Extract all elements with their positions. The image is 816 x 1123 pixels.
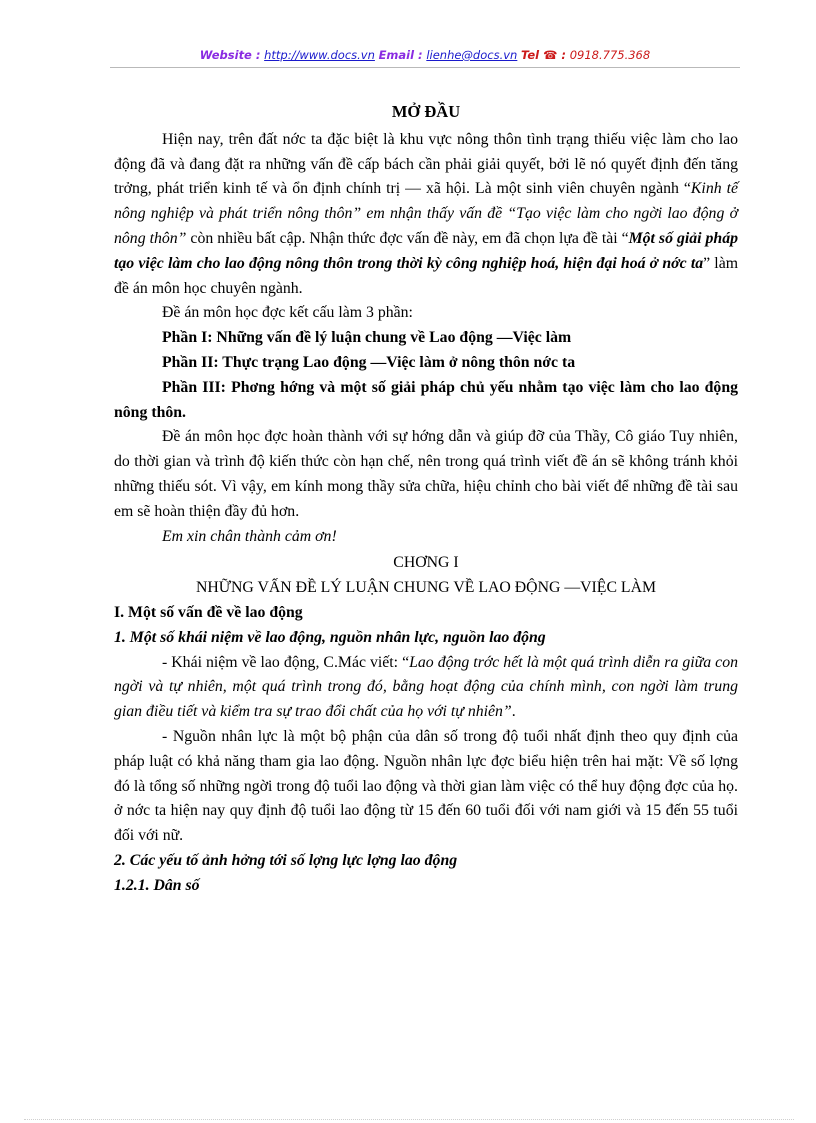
page-bottom-border <box>24 1119 794 1120</box>
intro-issue-quote: em nhận thấy vấn đề “Tạo việc làm cho ngời lao động ở nông thôn” <box>114 205 739 247</box>
page-header <box>110 48 740 62</box>
email-link[interactable]: lienhe@docs.vn <box>426 48 518 62</box>
marx-quote: Lao động trớc hết là một quá trình diễn ra giữa con ngời và tự nhiên, một quá trình trong đó, bằng hoạt động của chính mình, con ngời làm trung gian điều tiết và kiểm tra sự trao đổi chất của họ với tự nhiên” <box>114 653 738 721</box>
intro-text-d: còn nhiều bất cập. Nhận thức đợc vấn đề này, em đã chọn lựa đề tài “ <box>186 229 629 247</box>
tel-number: 0918.775.368 <box>569 48 651 62</box>
part-two-heading: Phần II: Thực trạng Lao động —Việc làm ở nông thôn nớc ta <box>162 353 576 371</box>
part-three-heading: Phần III: Phơng hớng và một số giải pháp chủ yếu nhằm tạo việc làm cho lao động nông thôn. <box>114 378 738 421</box>
intro-topic-title: Một số giải pháp tạo việc làm cho lao động nông thôn trong thời kỳ công nghiệp hoá, hiện đại hoá ở nớc ta <box>114 229 738 272</box>
heading-section-1-2-1: 1.2.1. Dân số <box>114 876 200 894</box>
website-link[interactable]: http://www.docs.vn <box>264 48 375 62</box>
heading-section-2: 2. Các yếu tố ảnh hởng tới số lợng lực lợng lao động <box>114 851 458 869</box>
email-label: Email : <box>378 48 423 62</box>
intro-text-f: ” làm đề án môn học chuyên ngành. <box>114 254 738 297</box>
heading-section-1-1: 1. Một số khái niệm về lao động, nguồn nhân lực, nguồn lao động <box>114 628 546 646</box>
chapter-label: CHƠNG I <box>393 554 459 572</box>
section-title-mo-dau: MỞ ĐẦU <box>391 102 461 121</box>
document-body <box>114 96 738 899</box>
part-one-heading: Phần I: Những vấn đề lý luận chung về Lao động —Việc làm <box>162 329 572 347</box>
acknowledgement-paragraph: Đề án môn học đợc hoàn thành với sự hớng dẫn và giúp đỡ của Thầy, Cô giáo Tuy nhiên, do thời gian và trình độ kiến thức còn hạn chế, nên trong quá trình viết đề án sẽ không tránh khỏi những thiếu sót. Vì vậy, em kính mong thầy sửa chữa, hiệu chỉnh cho bài viết để những đề tài sau em sẽ hoàn thiện đầy đủ hơn. <box>114 428 738 520</box>
tel-label: Tel ☎ : <box>521 48 567 62</box>
intro-text-a: Hiện nay, trên đất nớc ta đặc biệt là khu vực nông thôn tình trạng thiếu việc làm cho lao động đã và đang đặt ra những vấn đề cấp bách cần phải giải quyết, bởi lẽ nó quyết định đến tăng trởng, phát triển kinh tế và ổn định chính trị — xã hội. Là một sinh viên chuyên ngành “ <box>114 130 738 198</box>
structure-intro: Đề án môn học đợc kết cấu làm 3 phần: <box>162 304 413 322</box>
chapter-title: NHỮNG VẤN ĐỀ LÝ LUẬN CHUNG VỀ LAO ĐỘNG —VIỆC LÀM <box>195 579 657 597</box>
intro-paragraph <box>114 128 738 302</box>
labor-concept-paragraph <box>114 651 738 725</box>
labor-concept-end: . <box>511 703 516 721</box>
intro-major-name: Kinh tế nông nghiệp và phát triển nông thôn” <box>114 180 738 223</box>
thanks-line: Em xin chân thành cảm ơn! <box>162 527 337 545</box>
labor-concept-lead: - Khái niệm về lao động, C.Mác viết: “ <box>162 653 410 671</box>
header-divider <box>110 67 740 68</box>
heading-section-1: I. Một số vấn đề về lao động <box>114 603 303 621</box>
website-label: Website : <box>199 48 261 62</box>
human-resources-paragraph: - Nguồn nhân lực là một bộ phận của dân số trong độ tuổi nhất định theo quy định của pháp luật có khả năng tham gia lao động. Nguồn nhân lực đợc biểu hiện trên hai mặt: Về số lợng đó là tổng số những ngời trong độ tuổi lao động và thời gian làm việc có thể huy động đợc của họ. ở nớc ta hiện nay quy định độ tuổi lao động từ 15 đến 60 tuổi đối với nam giới và 15 đến 55 tuổi đối với nữ. <box>114 727 738 845</box>
